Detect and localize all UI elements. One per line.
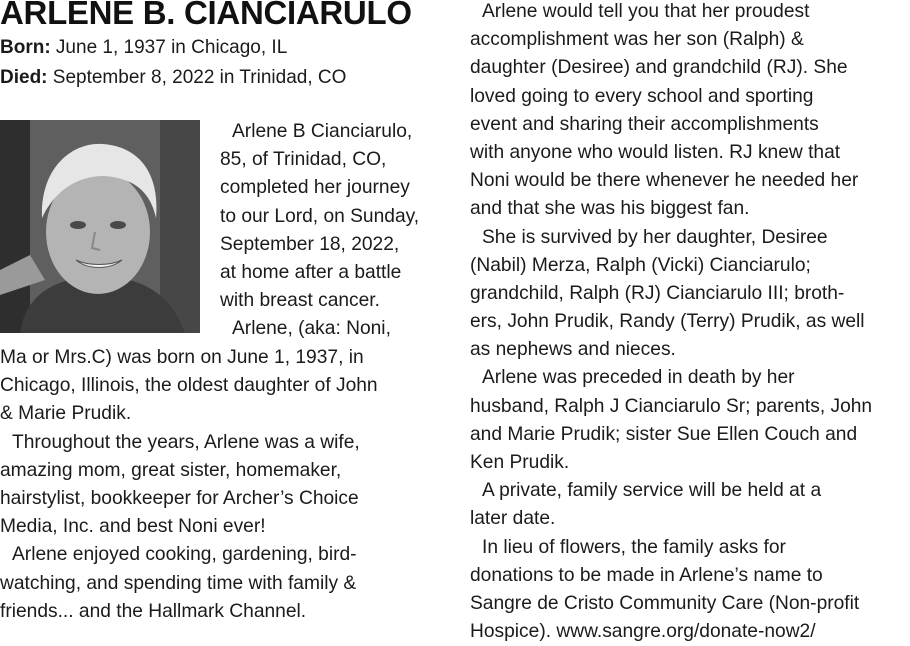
born-label: Born:: [0, 37, 51, 58]
paragraph-line: as nephews and nieces.: [470, 339, 676, 361]
paragraph-line: with anyone who would listen. RJ knew that: [470, 141, 841, 163]
paragraph-line: friends... and the Hallmark Channel.: [0, 600, 307, 622]
paragraph-line: hairstylist, bookkeeper for Archer’s Choice: [0, 487, 359, 509]
paragraph-line: loved going to every school and sporting: [470, 85, 814, 107]
paragraph-line: Arlene would tell you that her proudest: [482, 1, 810, 22]
paragraph-line: and that she was his biggest fan.: [470, 198, 750, 220]
portrait-drawing: [0, 120, 200, 333]
paragraph-line: daughter (Desiree) and grandchild (RJ). She: [470, 57, 848, 79]
paragraph-line: donations to be made in Arlene’s name to: [470, 564, 823, 586]
right-column-text: [470, 0, 872, 646]
paragraph-line: 85, of Trinidad, CO,: [220, 149, 387, 171]
paragraph-line: with breast cancer.: [220, 290, 380, 312]
paragraph-line: Chicago, Illinois, the oldest daughter of John: [0, 375, 378, 397]
paragraph-line: Throughout the years, Arlene was a wife,: [12, 431, 360, 453]
born-value: June 1, 1937 in Chicago, IL: [50, 37, 288, 58]
paragraph-line: She is survived by her daughter, Desiree: [482, 226, 828, 248]
paragraph-line: event and sharing their accomplishments: [470, 113, 819, 135]
paragraph-line: husband, Ralph J Cianciarulo Sr; parents, John: [470, 395, 873, 417]
paragraph-line: Arlene B Cianciarulo,: [232, 121, 413, 142]
died-label: Died:: [0, 67, 48, 88]
paragraph-line: Noni would be there whenever he needed her: [470, 170, 859, 192]
paragraph-line: Ma or Mrs.C) was born on June 1, 1937, in: [0, 347, 364, 368]
paragraph-line: Sangre de Cristo Community Care (Non-profit: [470, 592, 860, 614]
left-column-text: [0, 344, 378, 626]
paragraph-line: at home after a battle: [220, 261, 402, 283]
paragraph-line: September 18, 2022,: [220, 233, 400, 255]
paragraph-line: Arlene enjoyed cooking, gardening, bird-: [12, 544, 357, 566]
paragraph-line: amazing mom, great sister, homemaker,: [0, 459, 342, 481]
paragraph-line: completed her journey: [220, 177, 410, 199]
paragraph-line: grandchild, Ralph (RJ) Cianciarulo III; broth-: [470, 282, 845, 304]
paragraph-line: and Marie Prudik; sister Sue Ellen Couch and: [470, 423, 858, 445]
born-line: [0, 34, 287, 62]
died-value: September 8, 2022 in Trinidad, CO: [47, 67, 347, 88]
paragraph-line: Ken Prudik.: [470, 452, 570, 473]
paragraph-line: watching, and spending time with family &: [0, 572, 357, 594]
paragraph-line: & Marie Prudik.: [0, 403, 132, 425]
paragraph-line: ers, John Prudik, Randy (Terry) Prudik, as well: [470, 311, 865, 333]
beside-photo-column: [220, 118, 419, 344]
paragraph-line: Media, Inc. and best Noni ever!: [0, 516, 266, 538]
paragraph-line: A private, family service will be held at a: [482, 480, 822, 502]
portrait-photo: [0, 120, 200, 333]
paragraph-line: later date.: [470, 508, 556, 530]
paragraph-line: Arlene was preceded in death by her: [482, 367, 795, 389]
paragraph-line: to our Lord, on Sunday,: [220, 205, 420, 227]
paragraph-line: In lieu of flowers, the family asks for: [482, 536, 786, 558]
paragraph-line: (Nabil) Merza, Ralph (Vicki) Cianciarulo;: [470, 254, 811, 276]
paragraph-line: accomplishment was her son (Ralph) &: [470, 29, 804, 51]
paragraph-line: Hospice). www.sangre.org/donate-now2/: [470, 621, 816, 643]
paragraph-line: Arlene, (aka: Noni,: [232, 318, 391, 340]
obituary-name-heading: ARLENE B. CIANCIARULO: [0, 0, 412, 31]
died-line: [0, 64, 346, 92]
